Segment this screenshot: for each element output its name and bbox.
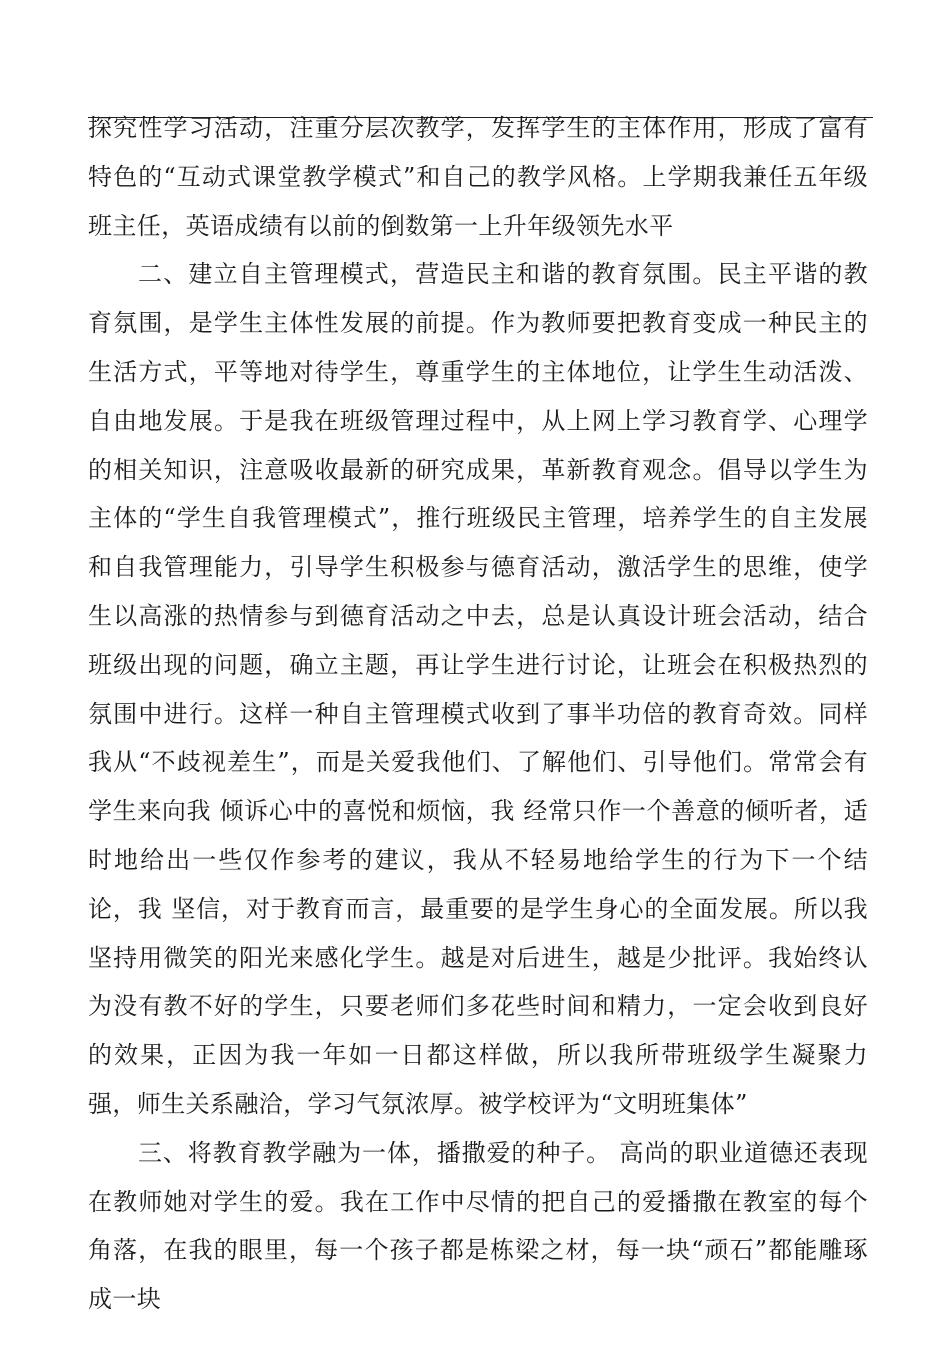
document-body (88, 104, 868, 1324)
paragraph-section-three: 三、将教育教学融为一体，播撒爱的种子。 高尚的职业道德还表现在教师她对学生的爱。我在工作中尽情的把自己的爱播撒在教室的每个角落，在我的眼里，每一个孩子都是栋梁之材，每一块“顽石”都能雕琢成一块 (88, 1138, 868, 1314)
paragraph-section-two: 二、建立自主管理模式，营造民主和谐的教育氛围。民主平谐的教育氛围，是学生主体性发展的前提。作为教师要把教育变成一种民主的生活方式，平等地对待学生，尊重学生的主体地位，让学生生动活泼、自由地发展。于是我在班级管理过程中，从上网上学习教育学、心理学的相关知识，注意吸收最新的研究成果，革新教育观念。倡导以学生为主体的“学生自我管理模式”，推行班级民主管理，培养学生的自主发展和自我管理能力，引导学生积极参与德育活动，激活学生的思维，使学生以高涨的热情参与到德育活动之中去，总是认真设计班会活动，结合班级出现的问题，确立主题，再让学生进行讨论，让班会在积极热烈的氛围中进行。这样一种自主管理模式收到了事半功倍的教育奇效。同样我从“不歧视差生”，而是关爱我他们、了解他们、引导他们。常常会有学生来向我 倾诉心中的喜悦和烦恼，我 经常只作一个善意的倾听者，适时地给出一些仅作参考的建议，我从不轻易地给学生的行为下一个结论，我 坚信，对于教育而言，最重要的是学生身心的全面发展。所以我 坚持用微笑的阳光来感化学生。越是对后进生，越是少批评。我始终认为没有教不好的学生，只要老师们多花些时间和精力，一定会收到良好的效果，正因为我一年如一日都这样做，所以我所带班级学生凝聚力强，师生关系融洽，学习气氛浓厚。被学校评为“文明班集体” (88, 260, 868, 1118)
paragraph-continuation: 探究性学习活动，注重分层次教学，发挥学生的主体作用，形成了富有特色的“互动式课堂教学模式”和自己的教学风格。上学期我兼任五年级班主任，英语成绩有以前的倒数第一上升年级领先水平 (88, 114, 868, 240)
